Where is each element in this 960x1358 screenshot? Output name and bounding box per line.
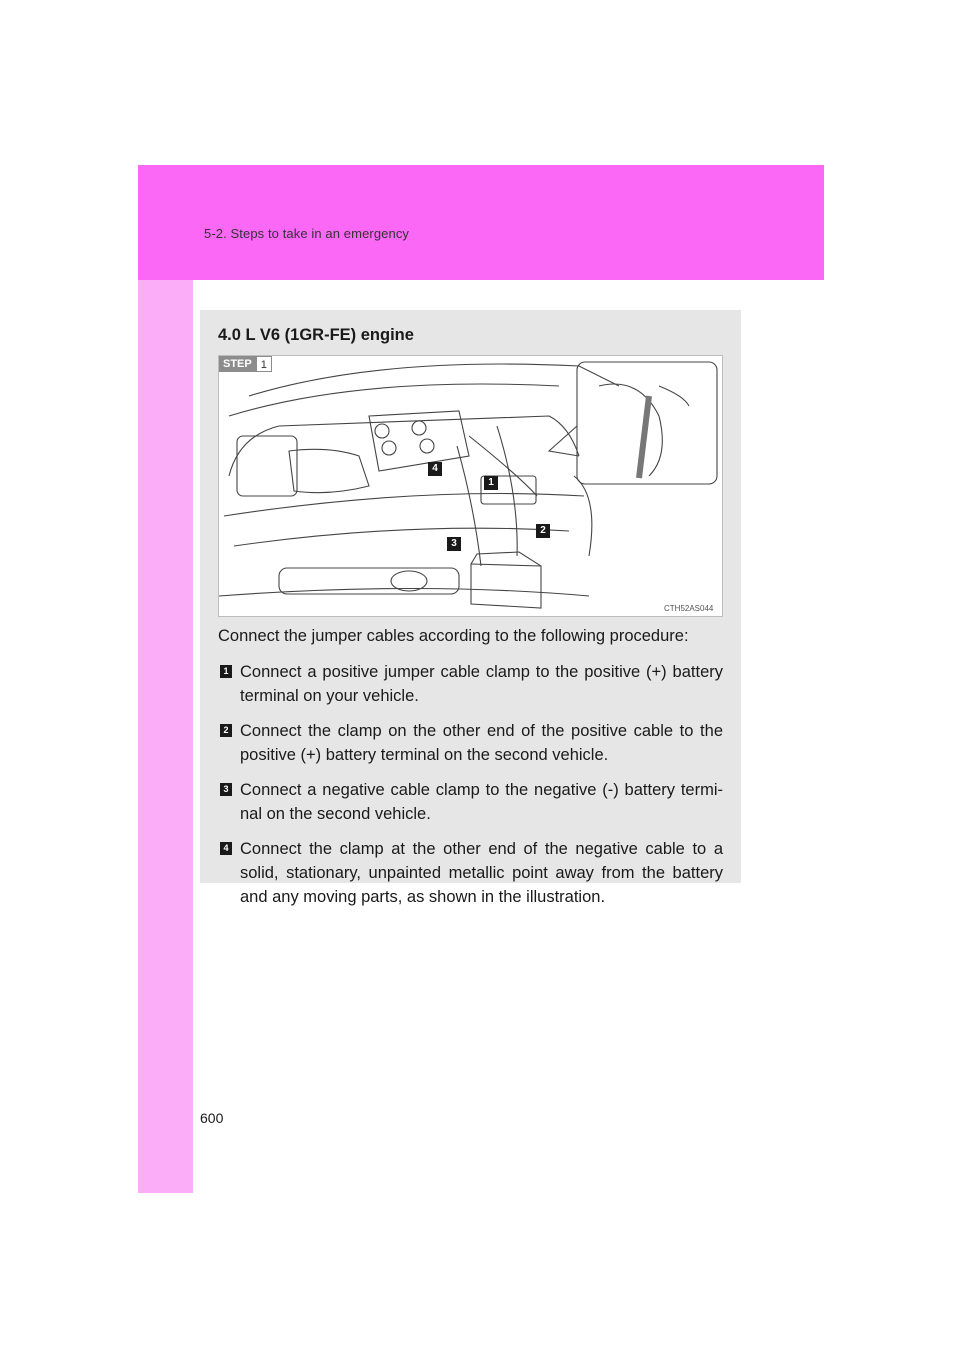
step-text: Connect a positive jumper cable clamp to the positive (+) battery terminal on your vehicle. [240,663,723,705]
section-title: 5-2. Steps to take in an emergency [204,226,410,241]
page-number: 600 [200,1110,224,1126]
callout-number: 3 [447,537,461,551]
callout-number: 4 [428,462,442,476]
intro-text: Connect the jumper cables according to the following procedure: [218,627,689,645]
callout-3 [447,537,461,551]
step-item [218,660,723,708]
callout-number: 1 [484,476,498,490]
step-text: Connect a negative cable clamp to the negative (-) battery termi-nal on the second vehicle. [240,781,723,823]
step-text: Connect the clamp on the other end of the positive cable to the positive (+) battery terminal on the second vehicle. [240,722,723,764]
step-item [218,778,723,826]
step-badge: 3 [220,783,232,796]
step-item [218,837,723,909]
step-item [218,719,723,767]
step-label: STEP [219,356,256,372]
callout-2 [536,524,550,538]
callout-1 [484,476,498,490]
header-band [138,165,824,280]
step-tag [219,356,272,372]
step-badge: 1 [220,665,232,678]
engine-bay-drawing [219,356,723,617]
step-badge: 4 [220,842,232,855]
callout-number: 2 [536,524,550,538]
step-list [218,660,723,920]
step-text: Connect the clamp at the other end of the negative cable to a solid, stationary, unpainted metallic point away from the battery and any moving parts, as shown in the illustration. [240,840,723,906]
figure-code: CTH52AS044 [664,604,714,613]
step-badge: 2 [220,724,232,737]
engine-illustration [218,355,723,617]
step-number: 1 [256,356,272,372]
callout-4 [428,462,442,476]
sidebar-strip [138,165,193,1193]
engine-heading: 4.0 L V6 (1GR-FE) engine [218,326,414,344]
